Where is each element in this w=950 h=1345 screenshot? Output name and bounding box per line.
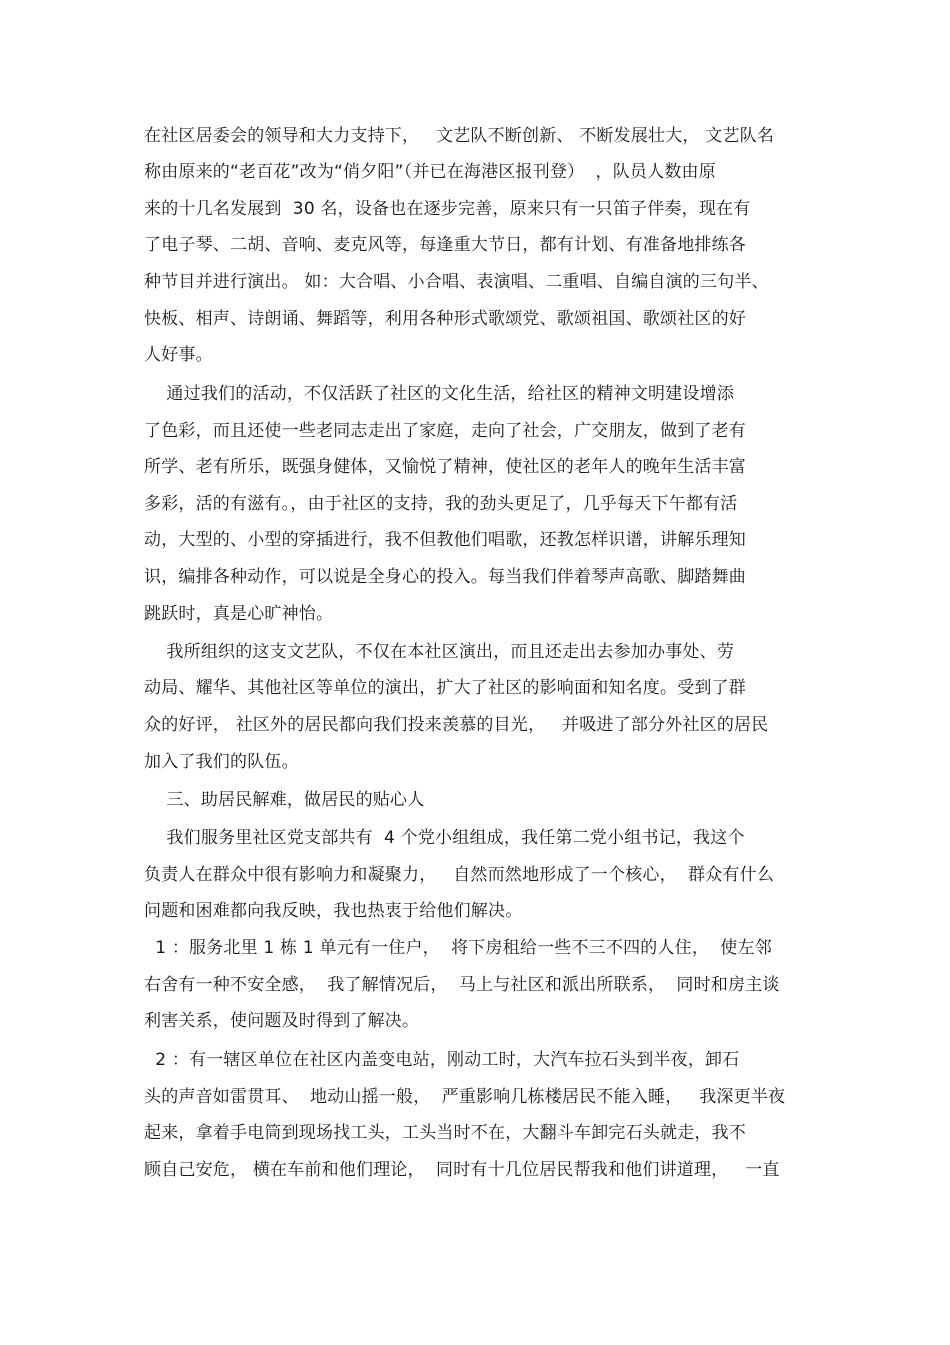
text-line: 了电子琴、二胡、音响、麦克风等，每逢重大节日，都有计划、有准备地排练各 <box>144 235 746 255</box>
text-line: 右舍有一种不安全感， 我了解情况后， 马上与社区和派出所联系， 同时和房主谈 <box>144 975 780 995</box>
text-line: 利害关系，使问题及时得到了解决。 <box>144 1011 420 1031</box>
text-line: 我们服务里社区党支部共有 4 个党小组组成，我任第二党小组书记，我这个 <box>144 828 745 848</box>
text-line: 了色彩，而且还使一些老同志走出了家庭，走向了社会，广交朋友，做到了老有 <box>144 421 746 441</box>
text-line: 起来，拿着手电筒到现场找工头，工头当时不在，大翻斗车卸完石头就走，我不 <box>144 1123 746 1143</box>
text-line: 在社区居委会的领导和大力支持下， 文艺队不断创新、 不断发展壮大， 文艺队名 <box>144 126 775 146</box>
text-line: 顾自己安危， 横在车前和他们理论， 同时有十几位居民帮我和他们讲道理， 一直 <box>144 1160 780 1180</box>
text-line: 人好事。 <box>144 345 213 365</box>
text-line: 通过我们的活动，不仅活跃了社区的文化生活，给社区的精神文明建设增添 <box>144 384 735 404</box>
text-line: 问题和困难都向我反映，我也热衷于给他们解决。 <box>144 901 523 921</box>
text-line: 动，大型的、小型的穿插进行，我不但教他们唱歌，还教怎样识谱，讲解乐理知 <box>144 530 746 550</box>
text-line: 头的声音如雷贯耳、 地动山摇一般， 严重影响几栋楼居民不能入睡， 我深更半夜 <box>144 1087 786 1107</box>
text-line: 快板、相声、诗朗诵、舞蹈等，利用各种形式歌颂党、歌颂祖国、歌颂社区的好 <box>144 309 746 329</box>
section-heading: 三、助居民解难，做居民的贴心人 <box>144 790 425 810</box>
text-line: 加入了我们的队伍。 <box>144 752 299 772</box>
text-line: 多彩，活的有滋有。，由于社区的支持，我的劲头更足了，几乎每天下午都有活 <box>144 494 738 514</box>
text-line: 称由原来的“老百花”改为“俏夕阳”（并已在海港区报刊登） ，队员人数由原 <box>144 162 716 182</box>
text-line: 众的好评， 社区外的居民都向我们投来羡慕的目光， 并吸进了部分外社区的居民 <box>144 715 769 735</box>
text-line: 跳跃时，真是心旷神怡。 <box>144 604 334 624</box>
text-line: 负责人在群众中很有影响力和凝聚力， 自然而然地形成了一个核心， 群众有什么 <box>144 865 775 885</box>
text-line: 识，编排各种动作，可以说是全身心的投入。每当我们伴着琴声高歌、脚踏舞曲 <box>144 567 746 587</box>
text-line: 我所组织的这支文艺队，不仅在本社区演出，而且还走出去参加办事处、劳 <box>144 642 735 662</box>
text-line: 1 ：服务北里 1 栋 1 单元有一住户， 将下房租给一些不三不四的人住， 使左邻 <box>144 938 772 958</box>
text-line: 2 ：有一辖区单位在社区内盖变电站，刚动工时，大汽车拉石头到半夜，卸石 <box>144 1050 740 1070</box>
text-line: 动局、耀华、其他社区等单位的演出，扩大了社区的影响面和知名度。受到了群 <box>144 678 746 698</box>
text-line: 来的十几名发展到 30 名，设备也在逐步完善，原来只有一只笛子伴奏，现在有 <box>144 199 751 219</box>
text-line: 种节目并进行演出。 如：大合唱、小合唱、表演唱、二重唱、自编自演的三句半、 <box>144 272 769 292</box>
text-line: 所学、老有所乐，既强身健体，又愉悦了精神，使社区的老年人的晚年生活丰富 <box>144 457 746 477</box>
